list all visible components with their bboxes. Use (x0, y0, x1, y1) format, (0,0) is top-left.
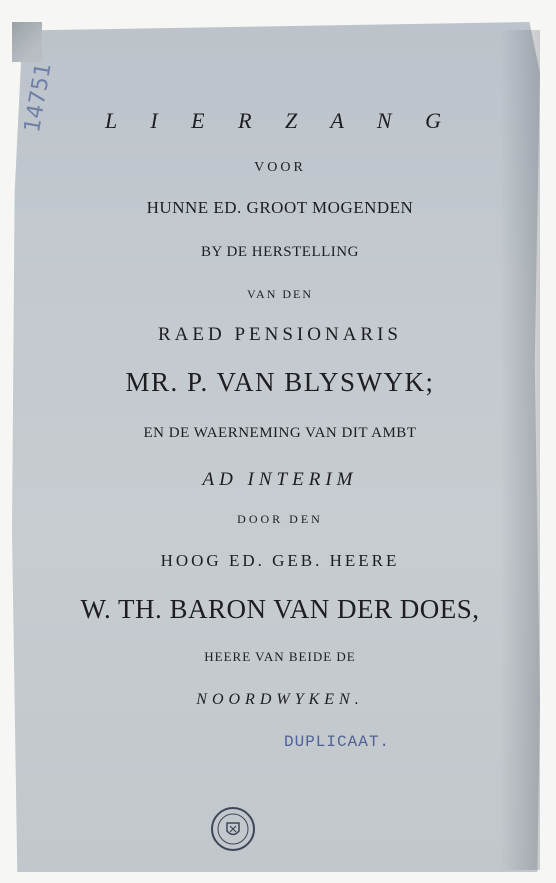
line-by-de-herstelling: BY DE HERSTELLING (201, 244, 359, 260)
line-name-baron: W. TH. BARON VAN DER DOES, (80, 594, 480, 624)
handwritten-number: 14751 (20, 61, 57, 135)
line-hoog-ed: HOOG ED. GEB. HEERE (160, 551, 400, 570)
duplicaat-stamp: DUPLICAAT. (284, 733, 391, 751)
line-door-den: DOOR DEN (237, 512, 323, 526)
folded-corner (12, 22, 42, 62)
title: L I E R Z A N G (105, 108, 455, 133)
archive-seal-icon (209, 805, 257, 853)
line-ad-interim: AD INTERIM (202, 469, 358, 490)
line-heere-van-beide: HEERE VAN BEIDE DE (204, 649, 356, 664)
line-hunne: HUNNE ED. GROOT MOGENDEN (146, 198, 414, 217)
line-voor: VOOR (254, 160, 306, 175)
line-waerneming: EN DE WAERNEMING VAN DIT AMBT (143, 425, 417, 441)
line-van-den: VAN DEN (246, 287, 314, 301)
line-raed-pensionaris: RAED PENSIONARIS (158, 324, 402, 345)
line-noordwyken: NOORDWYKEN. (196, 691, 364, 708)
line-name-blyswyk: MR. P. VAN BLYSWYK; (125, 367, 435, 397)
paper-page (12, 22, 540, 872)
